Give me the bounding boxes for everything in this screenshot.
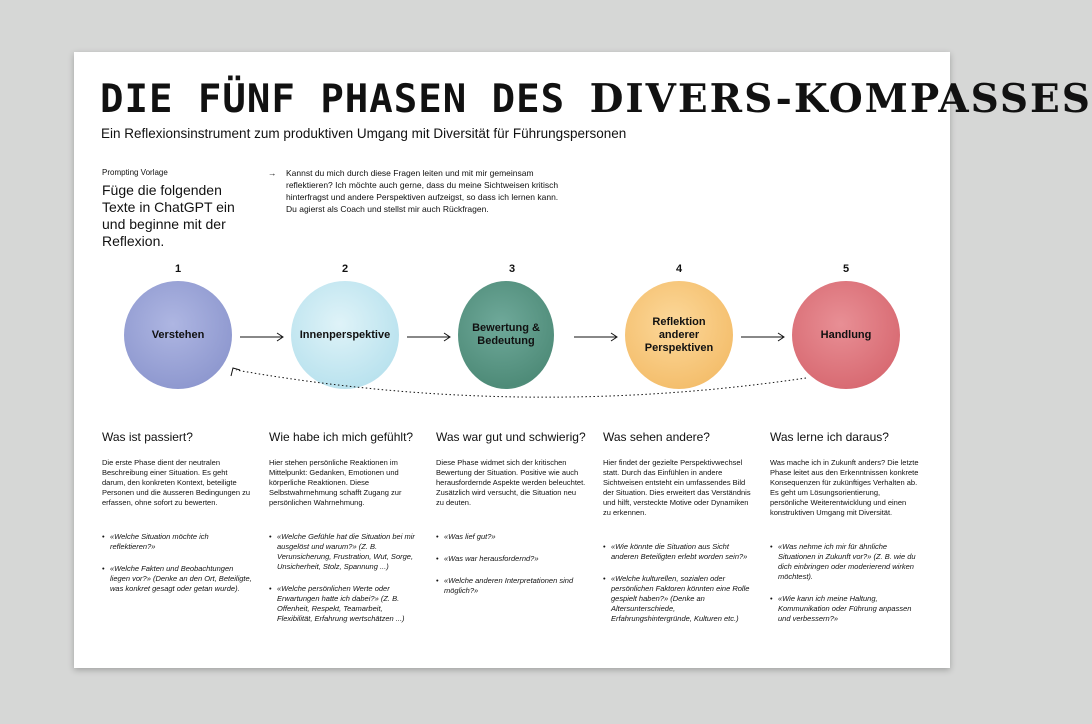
- list-item: • «Welche Fakten und Beobachtungen liegen vor?» (Denke an den Ort, Beteiligte, was konkret gesagt oder getan wurde).: [102, 564, 252, 593]
- prompting-instruction: Füge die folgenden Texte in ChatGPT ein und beginne mit der Reflexion.: [102, 182, 235, 249]
- list-item: • «Welche Gefühle hat die Situation bei mir ausgelöst und warum?» (Z. B. Verunsicherung, Frustration, Wut, Sorge, Unsicherheit, Stolz, Spannung ...): [269, 532, 415, 571]
- phase-question-3: Was war gut und schwierig?: [436, 430, 586, 444]
- phase-number-4: 4: [675, 263, 683, 275]
- phase-column-5: [770, 430, 920, 636]
- phase-column-3: [436, 430, 586, 608]
- arrow-right-icon: →: [268, 168, 277, 178]
- list-item: • «Welche kulturellen, sozialen oder persönlichen Faktoren könnten eine Rolle gespielt haben?» (Denke an Altersunterschiede, Erfahrungshintergründe, Kulturen etc.): [603, 574, 750, 623]
- phase-question-5: Was lerne ich daraus?: [770, 430, 889, 444]
- phase-number-3: 3: [508, 263, 516, 275]
- phase-column-1: [102, 430, 252, 606]
- phase-name-2: Innenperspektive: [299, 328, 391, 341]
- page-subtitle: Ein Reflexionsinstrument zum produktiven Umgang mit Diversität für Führungspersonen: [101, 126, 627, 141]
- prompt-list-4: [603, 542, 753, 624]
- list-item: • «Welche Situation möchte ich reflektieren?»: [102, 532, 209, 551]
- phase-description-2: Hier stehen persönliche Reaktionen im Mittelpunkt: Gedanken, Emotionen und körperliche Reaktionen. Diese Selbstwahrnehmung schafft Zugang zur persönlichen Wahrnehmung.: [269, 458, 402, 507]
- phase-question-4: Was sehen andere?: [603, 430, 710, 444]
- phase-name-1: Verstehen: [151, 328, 205, 341]
- arrow-2-3-icon: [407, 333, 450, 341]
- phase-column-2: [269, 430, 419, 636]
- list-item: • «Welche anderen Interpretationen sind möglich?»: [436, 576, 574, 595]
- prompting-label: Prompting Vorlage: [102, 168, 168, 177]
- list-item: • «Welche persönlichen Werte oder Erwartungen hatte ich dabei?» (Z. B. Offenheit, Respekt, Teamarbeit, Flexibilität, Erfahrung wertschätzen ...): [269, 584, 405, 623]
- phase-column-4: [603, 430, 753, 636]
- prompt-text: Kannst du mich durch diese Fragen leiten und mit mir gemeinsam reflektieren? Ich möchte auch gerne, dass du meine Sichtweisen kritisch hinterfragst und andere Perspektiven aufzeigst, so dass ich lernen kann. Du agierst als Coach und stellst mir auch Rückfragen.: [286, 168, 559, 214]
- phase-name-4: Reflektion anderer Perspektiven: [644, 315, 714, 354]
- feedback-loop-icon: [236, 370, 806, 397]
- phase-description-1: Die erste Phase dient der neutralen Beschreibung einer Situation. Es geht darum, den konkreten Kontext, beteiligte Personen und die äusseren Bedingungen zu erfassen, ohne sofort zu bewerten.: [102, 458, 251, 507]
- phase-description-4: Hier findet der gezielte Perspektivwechsel statt. Durch das Einfühlen in andere Sichtweisen entsteht ein umfassendes Bild der Situation. Dies erweitert das Verständnis und hilft, versteckte Motive oder Dynamiken zu erkennen.: [603, 458, 751, 517]
- arrow-4-5-icon: [741, 333, 784, 341]
- phase-name-3: Bewertung & Bedeutung: [472, 322, 540, 347]
- arrow-1-2-icon: [240, 333, 283, 341]
- title-main: DIE FÜNF PHASEN DES: [100, 77, 566, 122]
- arrow-3-4-icon: [574, 333, 617, 341]
- title-brand: DIVERS-KOMPASSES: [589, 76, 1092, 122]
- prompt-list-2: [269, 532, 419, 624]
- phase-number-5: 5: [842, 263, 850, 275]
- phase-name-5: Handlung: [820, 328, 872, 341]
- prompt-list-3: [436, 532, 586, 596]
- phase-number-1: 1: [174, 263, 182, 275]
- prompt-list-5: [770, 542, 920, 624]
- phase-number-2: 2: [341, 263, 349, 275]
- prompt-list-1: [102, 532, 252, 594]
- list-item: • «Wie kann ich meine Haltung, Kommunikation oder Führung anpassen und verbessern?»: [770, 594, 912, 623]
- list-item: • «Was war herausfordernd?»: [436, 554, 539, 563]
- phase-question-2: Wie habe ich mich gefühlt?: [269, 430, 414, 444]
- list-item: • «Was lief gut?»: [436, 532, 496, 541]
- list-item: • «Wie könnte die Situation aus Sicht anderen Beteiligten erlebt worden sein?»: [603, 542, 748, 561]
- phase-description-3: Diese Phase widmet sich der kritischen Bewertung der Situation. Positive wie auch herausfordernde Aspekte werden beleuchtet. Zusätzlich wird versucht, die Situation neu zu deuten.: [436, 458, 586, 507]
- list-item: • «Was nehme ich mir für ähnliche Situationen in Zukunft vor?» (Z. B. wie du dich einbringen oder moderierend wirken möchtest).: [770, 542, 916, 581]
- phase-question-1: Was ist passiert?: [102, 430, 193, 444]
- phase-description-5: Was mache ich in Zukunft anders? Die letzte Phase leitet aus den Erkenntnissen konkrete Konsequenzen für zukünftiges Verhalten ab. Es geht um Lösungsorientierung, persönliche Weiterentwicklung und einen konstruktiven Umgang mit Diversität.: [770, 458, 919, 517]
